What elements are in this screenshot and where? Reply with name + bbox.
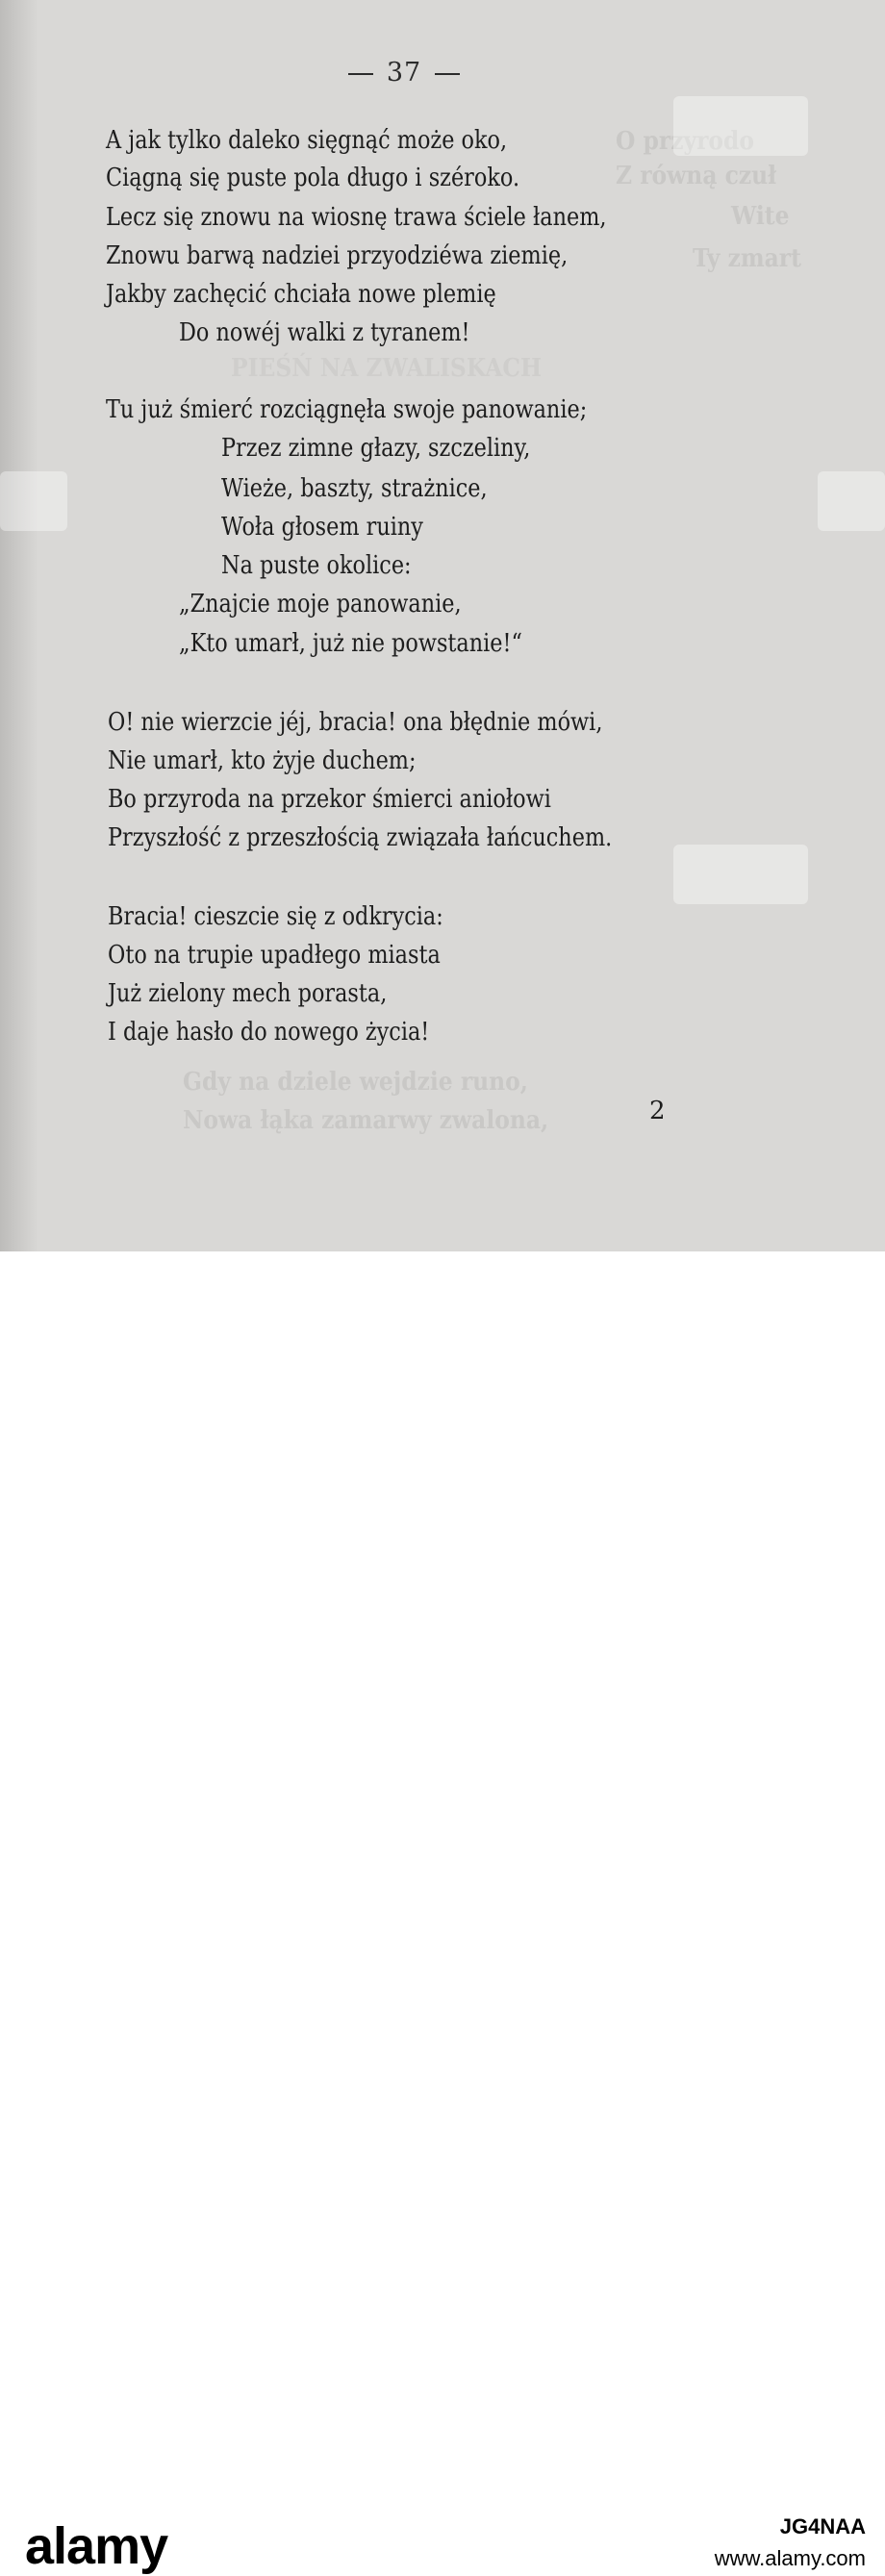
show-through-text: Ty zmart: [693, 244, 801, 273]
poem-line: I daje hasło do nowego życia!: [108, 1018, 430, 1047]
signature-mark: 2: [649, 1097, 666, 1125]
alamy-logo: alamy: [25, 2517, 168, 2575]
poem-line: Już zielony mech porasta,: [108, 979, 388, 1008]
poem-line: Tu już śmierć rozciągnęła swoje panowanie;: [106, 395, 588, 424]
poem-line: O! nie wierzcie jéj, bracia! ona błędnie mówi,: [108, 708, 603, 737]
poem-line: „Znajcie moje panowanie,: [179, 590, 462, 619]
watermark-url: www.alamy.com: [714, 2546, 866, 2570]
poem-line: Lecz się znowu na wiosnę trawa ściele łanem,: [106, 203, 607, 232]
image-id: JG4NAA: [779, 2514, 866, 2538]
dash-right: [435, 73, 460, 75]
show-through-text: Z równą czuł: [616, 162, 777, 190]
show-through-text: PIEŚŃ NA ZWALISKACH: [231, 354, 543, 383]
poem-line: Jakby zachęcić chciała nowe plemię: [106, 280, 496, 309]
page-number-header: [0, 58, 808, 88]
poem-line: Do nowéj walki z tyranem!: [179, 318, 470, 347]
poem-line: Ciągną się puste pola długo i széroko.: [106, 164, 520, 192]
show-through-text: Gdy na dziele wejdzie runo,: [183, 1068, 528, 1097]
poem-line: Bracia! cieszcie się z odkrycia:: [108, 902, 443, 931]
poem-line: Przyszłość z przeszłością związała łańcuchem.: [108, 823, 613, 852]
poem-line: A jak tylko daleko sięgnąć może oko,: [106, 126, 508, 155]
watermark-mark: [818, 471, 885, 531]
poem-line: „Kto umarł, już nie powstanie!“: [179, 629, 522, 658]
poem-line: Przez zimne głazy, szczeliny,: [221, 434, 531, 463]
show-through-text: O przyrodo: [616, 127, 755, 156]
poem-line: Nie umarł, kto żyje duchem;: [108, 746, 417, 775]
poem-line: Wieże, baszty, strażnice,: [221, 474, 488, 503]
watermark-mark: [673, 96, 808, 156]
watermark-mark: [673, 845, 808, 904]
poem-line: Woła głosem ruiny: [221, 513, 423, 542]
poem-line: Znowu barwą nadziei przyodziéwa ziemię,: [106, 241, 569, 270]
show-through-text: Wite: [731, 202, 790, 231]
page-number: 37: [386, 58, 422, 88]
poem-line: Na puste okolice:: [221, 551, 412, 580]
show-through-text: Nowa łąka zamarwy zwalona,: [183, 1106, 549, 1135]
watermark-mark: [0, 471, 67, 531]
poem-line: Oto na trupie upadłego miasta: [108, 941, 441, 970]
poem-line: Bo przyroda na przekor śmierci aniołowi: [108, 785, 551, 814]
watermark-footer: [0, 1251, 885, 2575]
dash-left: [348, 73, 373, 75]
scanned-page: [0, 0, 885, 1251]
